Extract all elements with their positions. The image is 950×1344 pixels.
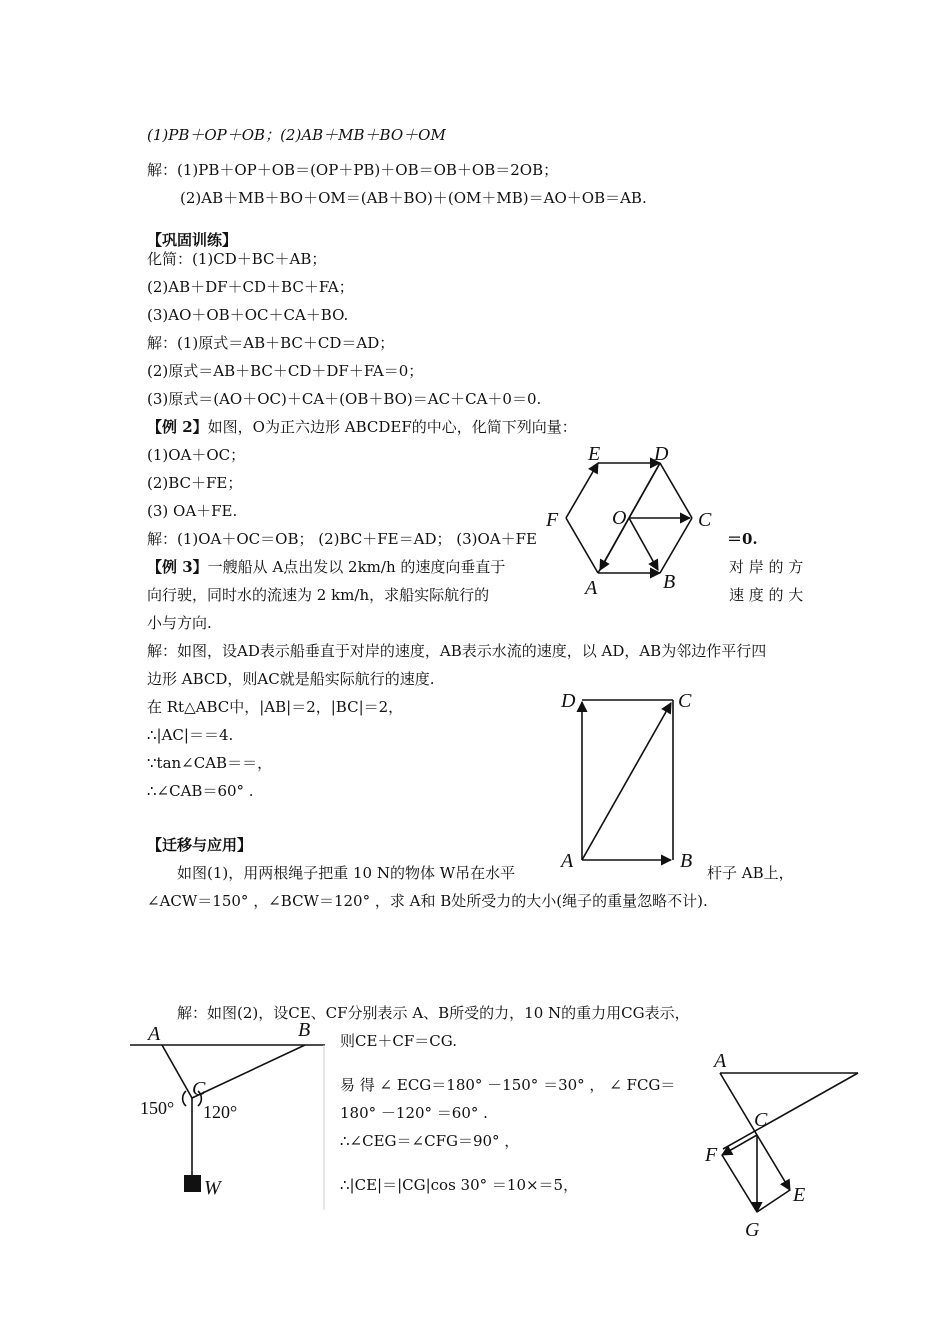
text-line: 解：(1)PB＋OP＋OB＝(OP＋PB)＋OB＝OB＋OB＝2OB；	[147, 161, 559, 179]
label-D: D	[561, 690, 576, 712]
label-E: E	[793, 1184, 806, 1206]
label-B: B	[663, 571, 676, 593]
text-line: 向行驶，同时水的流速为 2 km/h，求船实际航行的	[147, 586, 490, 604]
text-line: ＝0.	[727, 530, 758, 548]
example-tag: 【例 3】	[147, 558, 208, 576]
text-line: (3) OA＋FE.	[147, 502, 238, 520]
label-E: E	[588, 443, 601, 465]
segment-AD	[598, 463, 660, 573]
weight-block	[184, 1175, 201, 1192]
text-line: (1)PB＋OP＋OB；(2)AB＋MB＋BO＋OM	[147, 126, 446, 144]
example-2-line	[147, 417, 577, 437]
label-A: A	[561, 850, 574, 872]
vector-OA	[600, 518, 629, 570]
rope-BC	[192, 1045, 305, 1098]
text-line: (2)BC＋FE；	[147, 474, 243, 492]
text-line: ∴∠CEG＝∠CFG＝90° ，	[340, 1132, 520, 1150]
text-line: (3)AO＋OB＋OC＋CA＋BO.	[147, 306, 349, 324]
text-line: 杆子 AB上，	[707, 864, 794, 882]
section-heading: 【巩固训练】	[147, 231, 238, 249]
text-line: 如图(1)，用两根绳子把重 10 N的物体 W吊在水平	[177, 864, 516, 882]
label-angle-120: 120°	[203, 1102, 238, 1122]
label-C: C	[754, 1109, 768, 1131]
text-line: (3)原式＝(AO＋OC)＋CA＋(OB＋BO)＝AC＋CA＋0＝0.	[147, 390, 542, 408]
edge-BC	[660, 518, 692, 573]
text-line: 速 度 的 大	[729, 586, 804, 604]
label-G: G	[745, 1219, 760, 1241]
text-line: (2)原式＝AB＋BC＋CD＋DF＋FA＝0；	[147, 362, 424, 380]
edge-CD	[660, 463, 692, 518]
text-line: 180° －120° ＝60° .	[340, 1104, 488, 1122]
edge-FE	[566, 463, 598, 518]
text-line: ∴∠CAB＝60° .	[147, 782, 254, 800]
example-3-line	[147, 557, 505, 577]
label-D: D	[654, 443, 669, 465]
text-line: 小与方向.	[147, 614, 212, 632]
section-heading: 【迁移与应用】	[147, 836, 253, 854]
segment-FG	[722, 1155, 757, 1212]
label-C: C	[678, 690, 692, 712]
text-line: 在 Rt△ABC中，|AB|＝2，|BC|＝2，	[147, 698, 404, 716]
label-C: C	[698, 509, 712, 531]
segment-EG	[757, 1190, 790, 1212]
text-line: (1)OA＋OC；	[147, 446, 246, 464]
text-line: ∴|AC|＝＝4.	[147, 726, 234, 744]
text-line: ∵tan∠CAB＝＝，	[147, 754, 273, 772]
label-W: W	[204, 1177, 221, 1199]
example-tag: 【例 2】	[147, 418, 208, 436]
example-text: 如图，O为正六边形 ABCDEF的中心，化简下列向量：	[207, 418, 577, 436]
label-F: F	[705, 1144, 718, 1166]
text-line: (2)AB＋MB＋BO＋OM＝(AB＋BO)＋(OM＋MB)＝AO＋OB＝AB.	[180, 189, 647, 207]
rope-A	[720, 1073, 757, 1135]
text-line: 解：如图(2)，设CE、CF分别表示 A、B所受的力，10 N的重力用CG表示，	[177, 1004, 690, 1022]
rope-AC	[162, 1045, 192, 1098]
segment-OD	[629, 463, 660, 518]
label-O: O	[612, 507, 627, 529]
text-line: 易 得 ∠ ECG＝180° －150° ＝30° ， ∠ FCG＝	[340, 1076, 676, 1094]
label-angle-150: 150°	[140, 1098, 175, 1118]
label-A: A	[714, 1050, 727, 1072]
text-line: 解：如图，设AD表示船垂直于对岸的速度，AB表示水流的速度，以 AD，AB为邻边作平行四	[147, 642, 767, 660]
text-line: 解：(1)原式＝AB＋BC＋CD＝AD；	[147, 334, 395, 352]
rope-B	[723, 1073, 858, 1149]
edge-FA	[566, 518, 598, 573]
example-text: 一艘船从 A点出发以 2km/h 的速度向垂直于	[207, 558, 506, 576]
label-B: B	[680, 850, 693, 872]
angle-arc-right	[198, 1091, 201, 1106]
text-line: ∠ACW＝150° ，∠BCW＝120° ，求 A和 B处所受力的大小(绳子的重量忽略不计).	[147, 892, 708, 910]
label-A: A	[585, 577, 598, 599]
angle-arc-left	[183, 1091, 186, 1106]
text-line: 解：(1)OA＋OC＝OB； (2)BC＋FE＝AD； (3)OA＋FE	[147, 530, 537, 548]
label-A: A	[148, 1023, 161, 1045]
vector-CF	[722, 1135, 757, 1155]
label-C: C	[192, 1078, 206, 1100]
text-line: 则CE＋CF＝CG.	[340, 1032, 458, 1050]
vector-AC	[582, 703, 671, 860]
vector-CE	[757, 1135, 790, 1190]
text-line: 对 岸 的 方	[729, 558, 804, 576]
text-line: 边形 ABCD，则AC就是船实际航行的速度.	[147, 670, 435, 688]
label-B: B	[298, 1019, 311, 1041]
label-F: F	[546, 509, 559, 531]
text-line: ∴|CE|＝|CG|cos 30° ＝10×＝5，	[340, 1176, 579, 1194]
text-line: (2)AB＋DF＋CD＋BC＋FA；	[147, 278, 354, 296]
vector-OB	[629, 518, 658, 570]
text-line: 化简：(1)CD＋BC＋AB；	[147, 250, 327, 268]
